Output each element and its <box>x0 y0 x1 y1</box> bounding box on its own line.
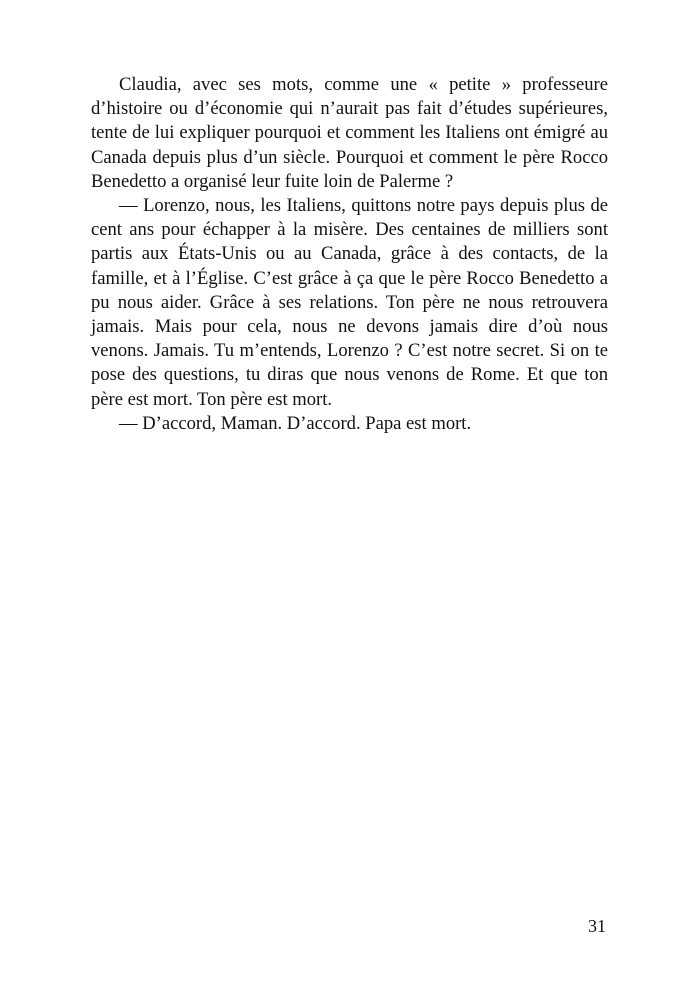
page-number: 31 <box>588 916 606 936</box>
body-text <box>91 73 608 436</box>
dialogue-paragraph-claudia: — Lorenzo, nous, les Italiens, quittons notre pays depuis plus de cent ans pour échapper à la misère. Des centaines de milliers sont partis aux États-Unis ou au Canada, grâce à des contacts, de la famille, et à l’Église. C’est grâce à ça que le père Rocco Benedetto a pu nous aider. Grâce à ses relations. Ton père ne nous retrouvera jamais. Mais pour cela, nous ne devons jamais dire d’où nous venons. Jamais. Tu m’entends, Lorenzo ? C’est notre secret. Si on te pose des questions, tu diras que nous venons de Rome. Et que ton père est mort. Ton père est mort. <box>91 195 608 410</box>
dialogue-paragraph-lorenzo: — D’accord, Maman. D’accord. Papa est mort. <box>119 412 472 434</box>
narration-paragraph: Claudia, avec ses mots, comme une « petite » professeure d’histoire ou d’économie qui n’aurait pas fait d’études supérieures, tente de lui expliquer pourquoi et comment les Italiens ont émigré au Canada depuis plus d’un siècle. Pourquoi et comment le père Rocco Benedetto a organisé leur fuite loin de Palerme ? <box>91 74 608 192</box>
